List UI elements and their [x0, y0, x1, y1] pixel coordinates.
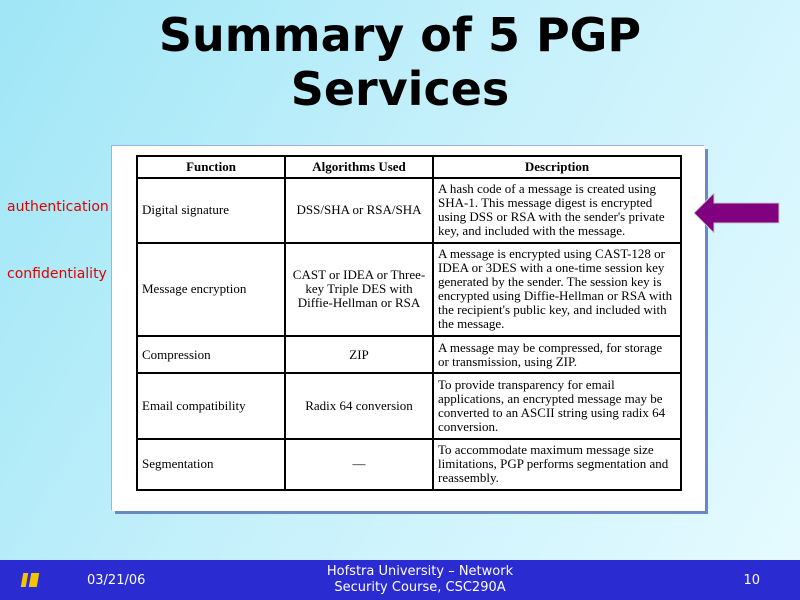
footer-page-number: 10: [743, 573, 760, 588]
cell-algorithms: CAST or IDEA or Three-key Triple DES with Diffie-Hellman or RSA: [285, 243, 433, 336]
table-header-row: [137, 156, 681, 178]
table-row: [137, 373, 681, 439]
cell-algorithms: Radix 64 conversion: [285, 373, 433, 439]
header-algorithms: Algorithms Used: [285, 156, 433, 178]
footer-course-line1: Hofstra University – Network: [326, 564, 514, 579]
pgp-services-table: [136, 155, 682, 491]
cell-function: Digital signature: [137, 178, 285, 243]
header-description: Description: [433, 156, 681, 178]
cell-algorithms: ZIP: [285, 336, 433, 373]
hofstra-logo-icon: [21, 573, 39, 587]
table-row: [137, 243, 681, 336]
slide-title: [0, 8, 800, 116]
footer-date: 03/21/06: [87, 573, 146, 588]
cell-function: Segmentation: [137, 439, 285, 490]
cell-description: A message is encrypted using CAST-128 or IDEA or 3DES with a one-time session key generated by the sender. The session key is encrypted using Diffie-Hellman or RSA with the recipient's public key, and included with the message.: [433, 243, 681, 336]
header-function: Function: [137, 156, 285, 178]
footer-bar: [0, 560, 800, 600]
cell-description: To provide transparency for email applications, an encrypted message may be converted to an ASCII string using radix 64 conversion.: [433, 373, 681, 439]
cell-algorithms: —: [285, 439, 433, 490]
table-row: [137, 178, 681, 243]
cell-description: To accommodate maximum message size limitations, PGP performs segmentation and reassembly.: [433, 439, 681, 490]
pgp-services-table-image: [112, 146, 705, 511]
cell-function: Message encryption: [137, 243, 285, 336]
slide-title-line2: Services: [290, 62, 510, 116]
footer-course: [300, 564, 540, 596]
cell-description: A message may be compressed, for storage or transmission, using ZIP.: [433, 336, 681, 373]
authentication-label: authentication: [7, 199, 109, 215]
table-row: [137, 439, 681, 490]
cell-description: A hash code of a message is created using SHA-1. This message digest is encrypted using DSS or RSA with the sender's private key, and included with the message.: [433, 178, 681, 243]
purple-pointer-arrow-icon: [694, 193, 780, 233]
footer-course-line2: Security Course, CSC290A: [334, 580, 506, 595]
cell-function: Compression: [137, 336, 285, 373]
cell-function: Email compatibility: [137, 373, 285, 439]
slide-title-line1: Summary of 5 PGP: [158, 8, 642, 62]
cell-algorithms: DSS/SHA or RSA/SHA: [285, 178, 433, 243]
confidentiality-label: confidentiality: [7, 266, 107, 282]
table-row: [137, 336, 681, 373]
